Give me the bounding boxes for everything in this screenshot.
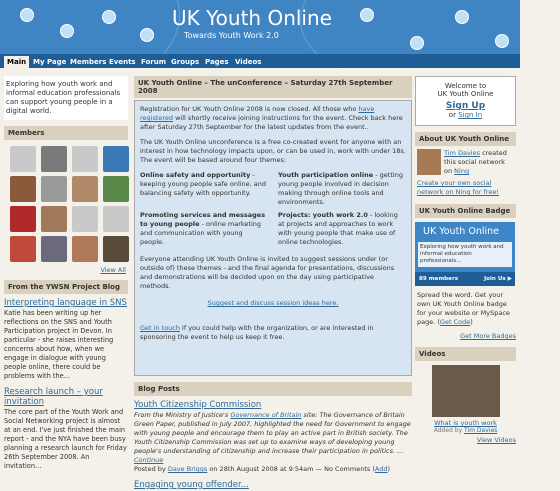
header-person-icon — [455, 10, 469, 24]
nav-tab-videos[interactable]: Videos — [235, 58, 262, 66]
view-videos-link[interactable]: View Videos — [476, 436, 516, 444]
blog-posts-list — [134, 400, 412, 490]
header-person-icon — [495, 34, 509, 48]
site-tagline: Towards Youth Work 2.0 — [184, 31, 279, 40]
badge-text: Spread the word. Get your own UK Youth Online badge for your website or MySpace page. (Get Code) — [417, 291, 510, 326]
member-avatar[interactable] — [10, 236, 36, 262]
feed-post-excerpt: The core part of the Youth Work and Social Networking project is almost at an end. I've just finished the main report - and the NYA have been busy planning a research launch for Friday 26th September 2008. An invitation... — [4, 408, 127, 470]
ning-link[interactable]: Ning — [454, 167, 470, 175]
sign-in-link[interactable]: Sign In — [458, 111, 483, 119]
video-thumbnail[interactable] — [432, 365, 500, 417]
theme-item: Online safety and opportunity - keeping young people safe online, and balancing safety with opportunity. — [140, 171, 267, 197]
member-avatar[interactable] — [41, 146, 67, 172]
theme-item: Projects: youth work 2.0 - looking at projects and approaches to work with young people that make use of online technologies. — [278, 211, 398, 246]
header-person-icon — [410, 36, 424, 50]
member-avatar[interactable] — [72, 206, 98, 232]
about-box: Tim Davies created this social network on Ning Create your own social network on Ning for free! — [417, 149, 507, 196]
about-heading: About UK Youth Online — [415, 132, 516, 146]
header-person-icon — [360, 8, 374, 22]
blog-posts-heading: Blog Posts — [134, 382, 412, 396]
member-avatar[interactable] — [41, 176, 67, 202]
feed-post-excerpt: Katie has been writing up her reflections on the SNS and Youth Participation project in Devon. In particular - she raises interesting concerns about how, when we engage in dialogue with young people online, there could be problems with the... — [4, 309, 114, 380]
video-title-link[interactable]: What is youth work — [434, 419, 497, 427]
add-comment-link[interactable]: Add — [374, 465, 388, 473]
suggest-sessions-link[interactable]: Suggest and discuss session ideas here. — [207, 299, 339, 307]
member-avatar[interactable] — [103, 146, 129, 172]
header-person-icon — [140, 28, 154, 42]
registration-paragraph: Registration for UK Youth Online 2008 is now closed. All those who have registered will shortly receive joining instructions for the event. Check back here after Saturday 27th September for the latest updates from the event.. — [140, 105, 403, 131]
governance-link[interactable]: Governance of Britain — [230, 411, 302, 419]
member-avatar[interactable] — [72, 176, 98, 202]
nav-tab-forum[interactable]: Forum — [141, 58, 167, 66]
contact-paragraph: Get in touch if you could help with the organization, or are interested in sponsoring the event to help us keep it free. — [140, 324, 374, 341]
have-registered-link[interactable]: have registered — [140, 105, 375, 122]
sign-up-link[interactable]: Sign Up — [445, 101, 486, 111]
site-title[interactable]: UK Youth Online — [172, 6, 332, 30]
member-avatar[interactable] — [103, 236, 129, 262]
more-badges-link[interactable]: Get More Badges — [460, 332, 516, 340]
header-person-icon — [20, 8, 34, 22]
author-link[interactable]: Dave Briggs — [167, 465, 208, 473]
continue-link[interactable]: Continue — [134, 456, 164, 464]
header-person-icon — [60, 24, 74, 38]
site-intro: Exploring how youth work and informal education professionals can support young people in a digital world. — [4, 76, 128, 120]
member-avatar[interactable] — [72, 146, 98, 172]
badge-heading: UK Youth Online Badge — [415, 204, 516, 218]
creator-avatar[interactable] — [417, 149, 441, 175]
get-in-touch-link[interactable]: Get in touch — [140, 324, 180, 332]
featured-post — [134, 100, 412, 376]
view-all-members-link[interactable]: View All — [100, 266, 126, 274]
badge-join-button[interactable]: Join Us ▶ — [484, 276, 512, 282]
main-content — [134, 76, 412, 491]
videos-heading: Videos — [415, 347, 516, 361]
badge-description: Exploring how youth work and informal education professionals... — [418, 242, 512, 267]
blog-post-title[interactable]: Engaging young offender... — [134, 480, 249, 490]
blog-post-meta: Posted by Dave Briggs on 28th August 2008 at 9:54am — No Comments (Add) — [134, 465, 391, 473]
welcome-site-name: UK Youth Online — [437, 90, 494, 98]
agenda-paragraph: Everyone attending UK Youth Online is invited to suggest sessions under (or outside of) these themes - and the final agenda for presentations, discussions and demonstrations will be decided upon on the day using participative methods. — [140, 255, 395, 290]
event-description: The UK Youth Online unconference is a free co-created event for anyone with an interest in how technology impacts upon, or can be used in, work with under 18s. The event will be based around four themes: — [140, 138, 406, 164]
members-heading: Members — [4, 126, 128, 140]
members-grid — [4, 140, 128, 262]
left-sidebar — [4, 76, 128, 471]
nav-tab-events[interactable]: Events — [109, 58, 136, 66]
main-nav — [0, 54, 520, 68]
nav-tab-pages[interactable]: Pages — [205, 58, 229, 66]
badge-bar — [415, 272, 515, 286]
video-author-link[interactable]: Tim Davies — [464, 427, 498, 434]
nav-tab-groups[interactable]: Groups — [171, 58, 200, 66]
feed-post-title[interactable]: Research launch – your invitation — [4, 387, 103, 407]
member-avatar[interactable] — [10, 146, 36, 172]
create-network-link[interactable]: Create your own social network on Ning for free! — [417, 179, 500, 196]
video-added-by: Added by Tim Davies — [433, 427, 498, 434]
nav-tab-members[interactable]: Members — [70, 58, 107, 66]
sign-in-line: or Sign In — [448, 111, 483, 119]
forum-heading: UK Youth Online – The unConference – Saturday 27th September 2008 — [134, 76, 412, 98]
blog-post-body: From the Ministry of Justice's Governance of Britain site: The Governance of Britain Green Paper, published in July 2007, highlighted the need for Government to engage with young people and encourage them to play an active part in British society. The Youth Citizenship Commission was set up to examine ways of developing young people's understanding of citizenship and increase their participation in politics. ... Continue — [134, 411, 411, 464]
site-header — [0, 0, 520, 54]
member-avatar[interactable] — [103, 176, 129, 202]
member-avatar[interactable] — [41, 206, 67, 232]
nav-tab-main[interactable]: Main — [4, 56, 29, 68]
member-avatar[interactable] — [103, 206, 129, 232]
themes-list — [140, 171, 406, 247]
member-avatar[interactable] — [41, 236, 67, 262]
member-avatar[interactable] — [72, 236, 98, 262]
get-code-link[interactable]: Get Code — [439, 318, 471, 326]
badge-title: UK Youth Online — [423, 226, 499, 237]
site-badge[interactable] — [415, 222, 515, 286]
theme-item: Youth participation online - getting young people involved in decision making through online tools and environments. — [278, 171, 403, 206]
nav-tab-my-page[interactable]: My Page — [33, 58, 67, 66]
feed-post-title[interactable]: Interpreting language in SNS — [4, 298, 127, 308]
header-person-icon — [102, 10, 116, 24]
welcome-box — [415, 76, 516, 126]
creator-link[interactable]: Tim Davies — [444, 149, 481, 157]
member-avatar[interactable] — [10, 206, 36, 232]
blog-post-title[interactable]: Youth Citizenship Commission — [134, 400, 262, 410]
welcome-text: Welcome to — [444, 82, 487, 90]
theme-item: Promoting services and messages to young people - online marketing and communication with young people. — [140, 211, 266, 246]
blog-feed-heading: From the YWSN Project Blog — [4, 280, 128, 294]
right-sidebar — [415, 76, 516, 447]
member-avatar[interactable] — [10, 176, 36, 202]
badge-members-count: 89 members — [419, 276, 459, 282]
